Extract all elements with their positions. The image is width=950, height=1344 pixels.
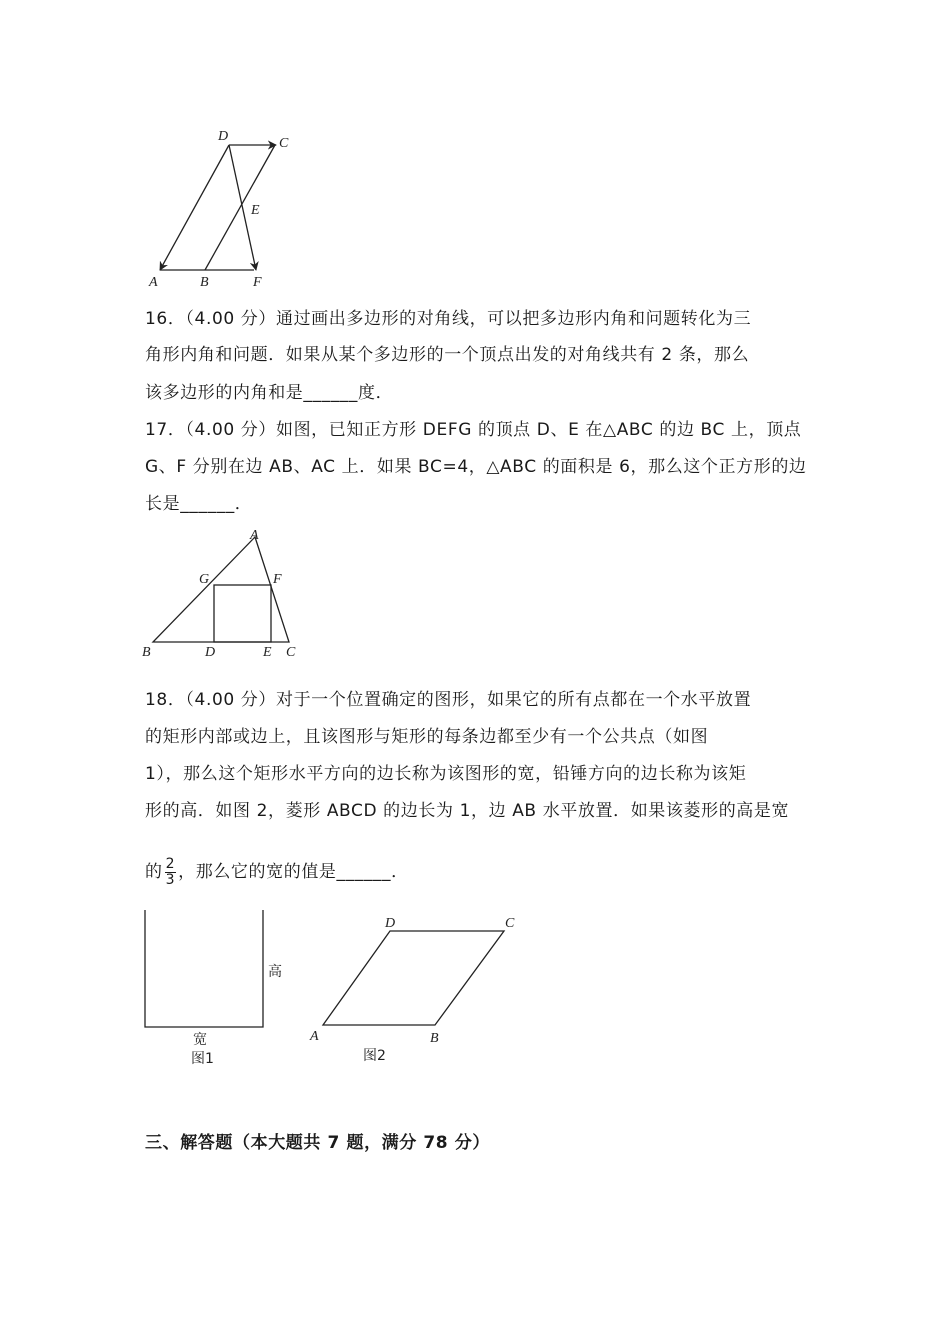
label-a: A bbox=[149, 275, 158, 290]
parallel-lines-figure bbox=[140, 120, 310, 295]
q18-prefix: 的 bbox=[145, 862, 163, 882]
figure-1-caption: 图1 bbox=[191, 1051, 214, 1067]
label-d: D bbox=[385, 916, 396, 931]
rhombus-figure-2 bbox=[300, 905, 530, 1075]
q17-line-2: G、F 分别在边 AB、AC 上．如果 BC=4，△ABC 的面积是 6，那么这个正方形的边 bbox=[145, 457, 807, 477]
height-label: 高 bbox=[268, 964, 282, 980]
label-b: B bbox=[200, 275, 209, 290]
q16-line-1: 16．（4.00 分）通过画出多边形的对角线，可以把多边形内角和问题转化为三 bbox=[145, 309, 752, 329]
label-e: E bbox=[251, 203, 260, 218]
label-g: G bbox=[199, 572, 210, 587]
fraction-denominator: 3 bbox=[165, 871, 176, 888]
label-b: B bbox=[430, 1031, 439, 1046]
q18-line-1: 18．（4.00 分）对于一个位置确定的图形，如果它的所有点都在一个水平放置 bbox=[145, 690, 752, 710]
q16-line-3: 该多边形的内角和是______度． bbox=[145, 383, 394, 403]
width-label: 宽 bbox=[193, 1032, 207, 1048]
q17-line-1: 17．（4.00 分）如图，已知正方形 DEFG 的顶点 D、E 在△ABC 的边 BC 上，顶点 bbox=[145, 420, 802, 440]
label-b: B bbox=[142, 645, 151, 660]
q16-line-2: 角形内角和问题．如果从某个多边形的一个顶点出发的对角线共有 2 条，那么 bbox=[145, 345, 750, 365]
figure-2-caption: 图2 bbox=[363, 1048, 386, 1064]
label-e: E bbox=[263, 645, 272, 660]
rectangle-figure-1 bbox=[140, 905, 300, 1075]
q18-line-2: 的矩形内部或边上，且该图形与矩形的每条边都至少有一个公共点（如图 bbox=[145, 727, 709, 747]
label-f: F bbox=[273, 572, 282, 587]
label-c: C bbox=[279, 136, 289, 151]
q17-line-3: 长是______． bbox=[145, 494, 253, 514]
label-d: D bbox=[205, 645, 216, 660]
label-c: C bbox=[505, 916, 515, 931]
triangle-square-figure bbox=[140, 525, 310, 665]
q18-line-4: 形的高．如图 2，菱形 ABCD 的边长为 1，边 AB 水平放置．如果该菱形的高是宽 bbox=[145, 801, 790, 821]
fraction-numerator: 2 bbox=[165, 855, 176, 872]
q18-suffix: ，那么它的宽的值是______． bbox=[178, 862, 409, 882]
fraction-two-thirds bbox=[165, 857, 177, 888]
label-d: D bbox=[218, 129, 229, 144]
q18-line-5 bbox=[145, 852, 409, 892]
label-f: F bbox=[253, 275, 262, 290]
section-heading: 三、解答题（本大题共 7 题，满分 78 分） bbox=[145, 1133, 490, 1153]
q18-line-3: 1），那么这个矩形水平方向的边长称为该图形的宽，铅锤方向的边长称为该矩 bbox=[145, 764, 747, 784]
label-a: A bbox=[310, 1029, 319, 1044]
label-c: C bbox=[286, 645, 296, 660]
label-a: A bbox=[250, 528, 259, 543]
